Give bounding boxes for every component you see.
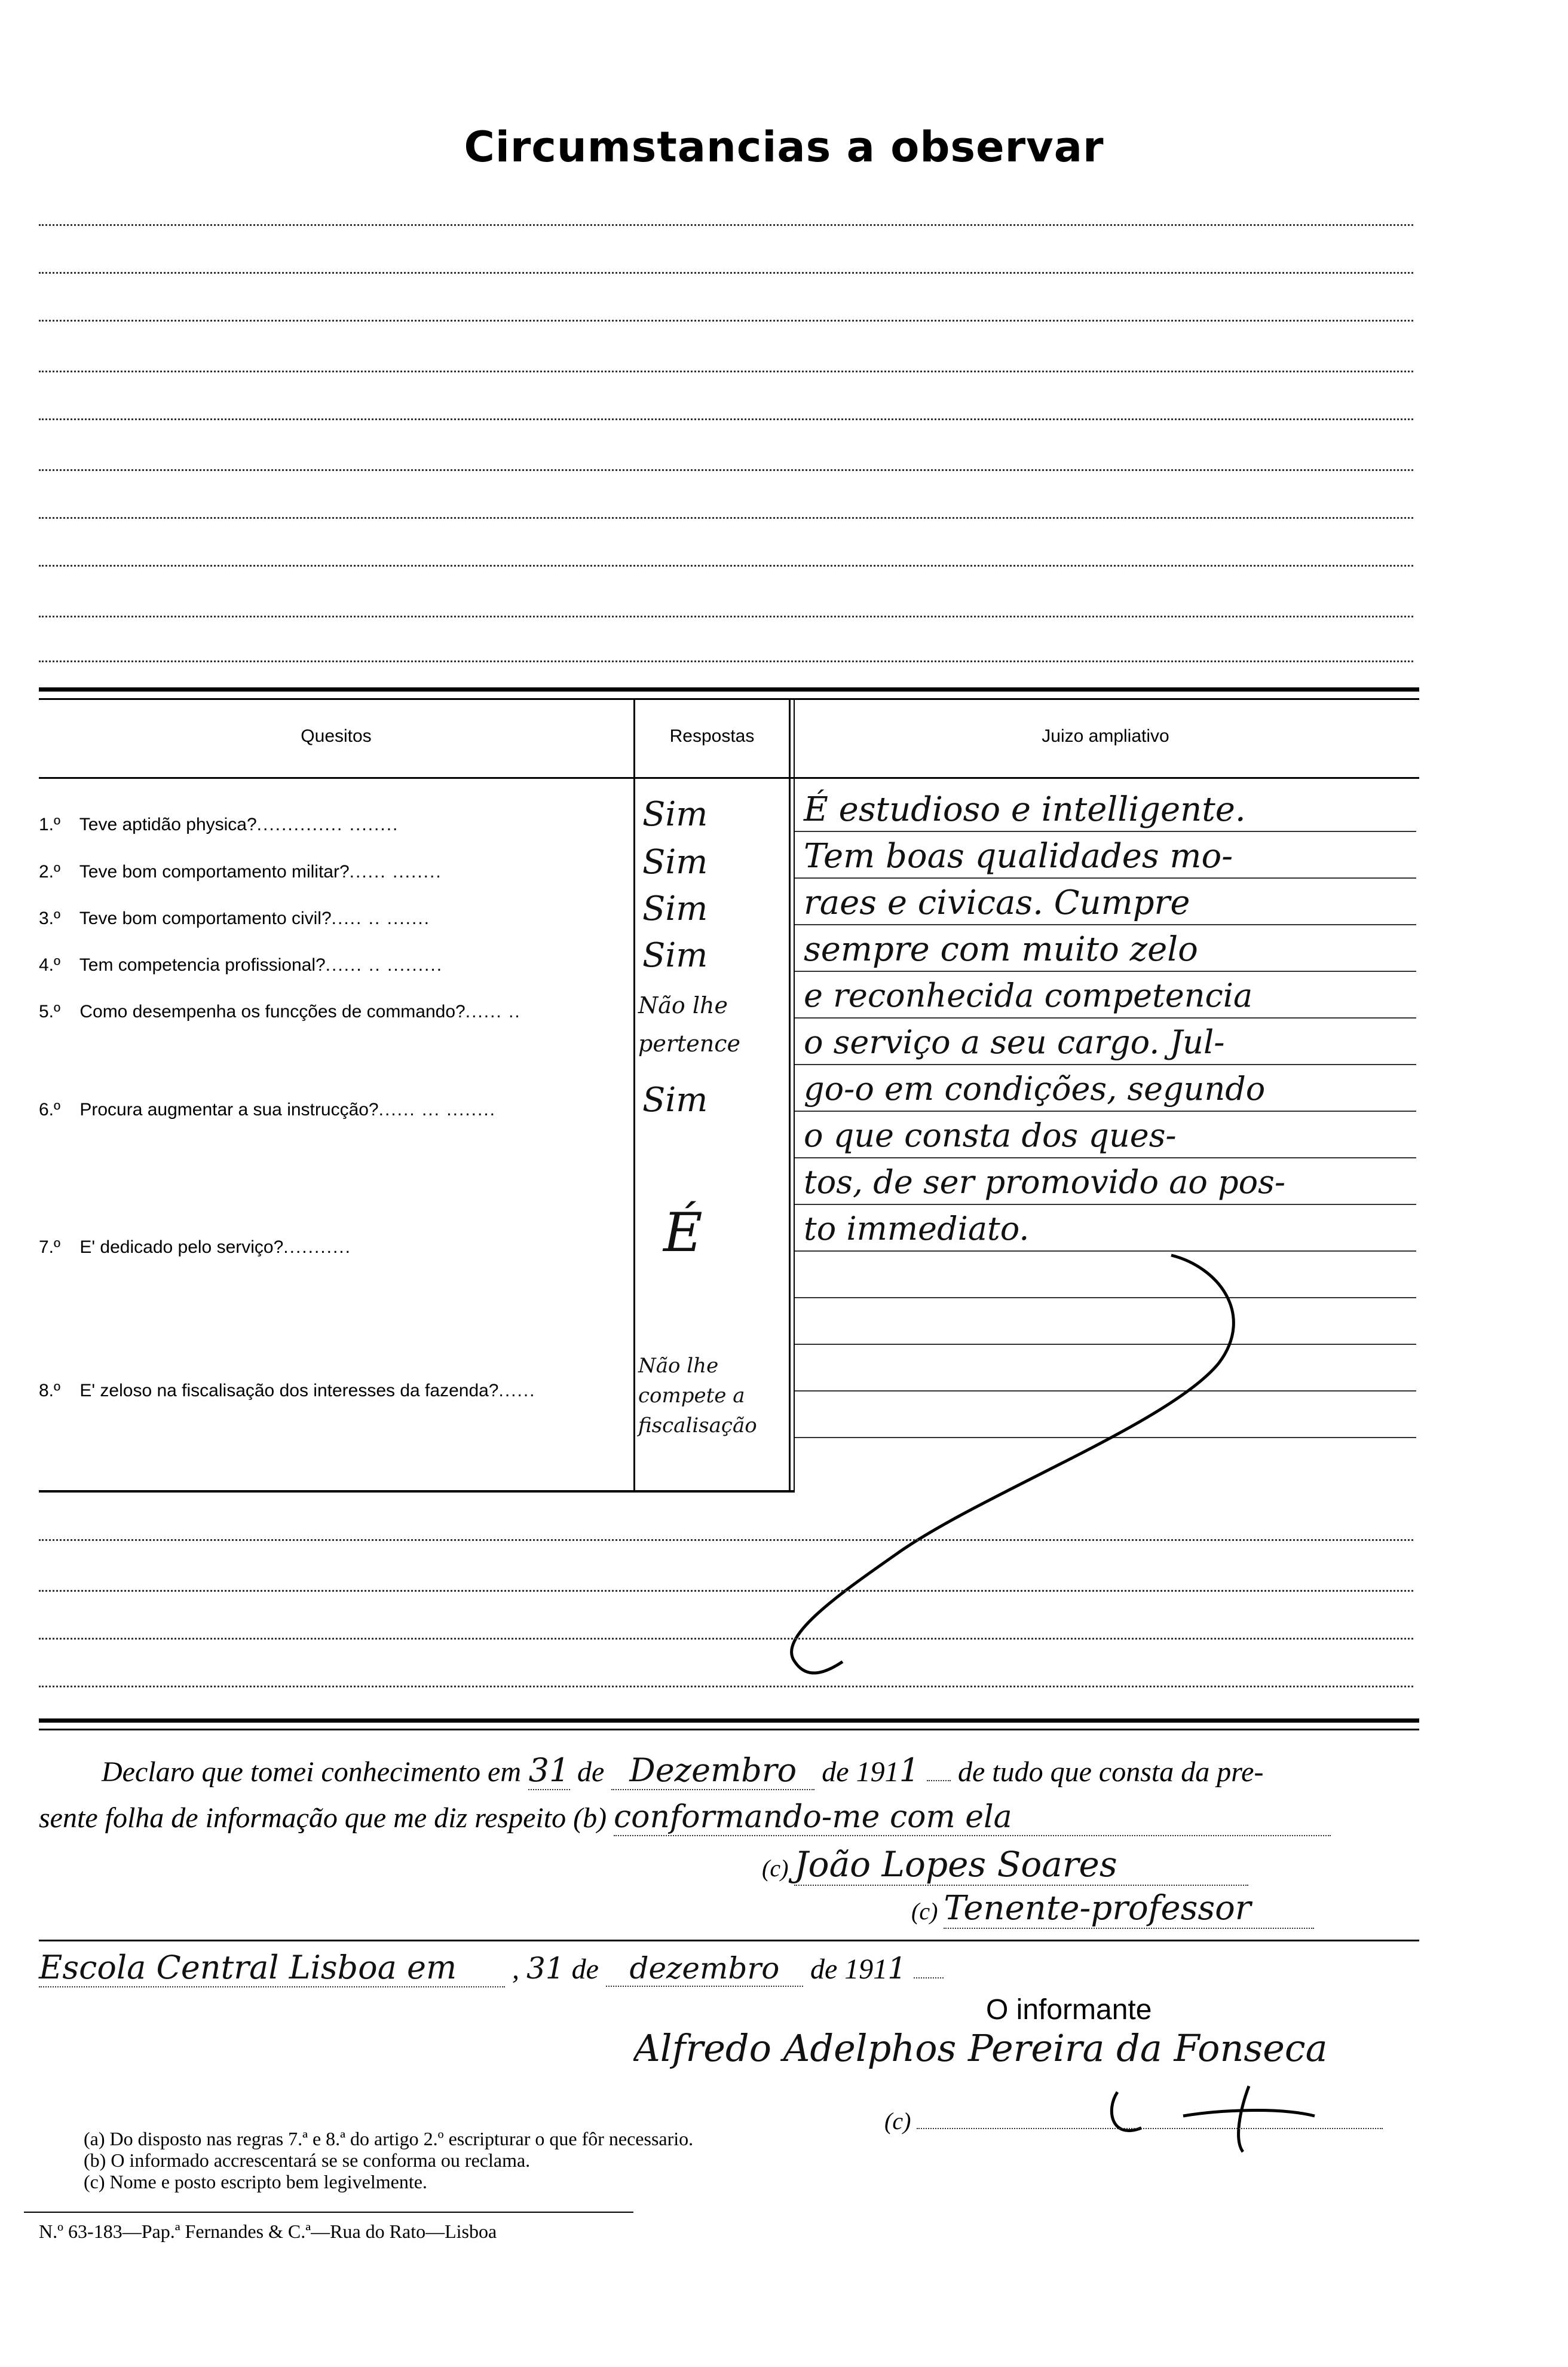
closing-month: dezembro: [606, 1951, 803, 1987]
closing-flourish: [741, 1243, 1279, 1698]
informed-rank-row: (c) Tenente-professor: [911, 1889, 1314, 1929]
judgement-line: Tem boas qualidades mo-: [804, 837, 1233, 876]
question-7: 7.º E' dedicado pelo serviço?...........: [39, 1237, 351, 1257]
footnote-b: (b) O informado accrescentará se se conforma ou reclama.: [84, 2149, 531, 2171]
informed-signature-row: (c) João Lopes Soares: [762, 1844, 1248, 1886]
question-5: 5.º Como desempenha os funcções de commando?...... ..: [39, 1002, 521, 1022]
answer-2: Sim: [642, 843, 708, 882]
question-1: 1.º Teve aptidão physica?.............. ........: [39, 815, 399, 834]
question-6: 6.º Procura augmentar a sua instrucção?...... ... ........: [39, 1100, 496, 1120]
closing-place: Escola Central Lisboa em: [39, 1949, 505, 1987]
declaration-top-rule: [39, 1718, 1419, 1723]
answer-6: Sim: [642, 1081, 708, 1120]
footnote-c: (c) Nome e posto escripto bem legivelmente.: [84, 2171, 427, 2192]
header-judgement: Juizo ampliativo: [1042, 726, 1169, 746]
footnotes: [84, 2128, 693, 2192]
footer-rule: [24, 2212, 633, 2213]
printer-imprint: N.º 63-183—Pap.ª Fernandes & C.ª—Rua do Rato—Lisboa: [39, 2221, 497, 2242]
conformity-text: conformando-me com ela: [614, 1799, 1331, 1836]
judgement-line: tos, de ser promovido ao pos-: [804, 1163, 1286, 1201]
table-top-rule-thin: [39, 698, 1419, 700]
declaration-top-rule-thin: [39, 1729, 1419, 1730]
closing-day: 31: [526, 1951, 565, 1986]
declaration-day: 31: [528, 1751, 570, 1789]
judgement-line: o que consta dos ques-: [804, 1117, 1177, 1154]
header-answers: Respostas: [669, 726, 755, 746]
table-bottom-rule: [39, 1490, 795, 1493]
informant-ref-row: (c): [884, 2107, 1383, 2135]
answer-4: Sim: [642, 936, 708, 975]
judgement-line: sempre com muito zelo: [804, 930, 1198, 969]
question-2: 2.º Teve bom comportamento militar?...... ........: [39, 862, 442, 882]
closing-place-date: Escola Central Lisboa em , 31 de dezembro de 1911: [39, 1949, 944, 1987]
informed-signature: João Lopes Soares: [794, 1844, 1248, 1886]
informed-rank: Tenente-professor: [944, 1889, 1314, 1929]
declaration-line-1: Declaro que tomei conhecimento em 31 de Dezembro de 1911 de tudo que consta da pre-: [102, 1751, 1264, 1789]
judgement-line: go-o em condições, segundo: [804, 1070, 1266, 1108]
informant-signature: Alfredo Adelphos Pereira da Fonseca: [633, 2026, 1328, 2070]
question-3: 3.º Teve bom comportamento civil?..... .. .......: [39, 909, 431, 928]
judgement-line: É estudioso e intelligente.: [804, 790, 1246, 829]
judgement-line: raes e civicas. Cumpre: [804, 883, 1190, 922]
question-4: 4.º Tem competencia profissional?...... .. .........: [39, 955, 443, 975]
judgement-line: to immediato.: [804, 1210, 1030, 1247]
judgement-line: e reconhecida competencia: [804, 977, 1253, 1014]
header-rule: [39, 777, 1419, 779]
footnote-a: (a) Do disposto nas regras 7.ª e 8.ª do artigo 2.º escripturar o que fôr necessario.: [84, 2128, 694, 2149]
answer-5: Não lhe pertence: [638, 992, 740, 1057]
closing-top-rule: [39, 1940, 1419, 1941]
answer-8: Não lhe compete a fiscalisação: [638, 1354, 757, 1438]
page-title: Circumstancias a observar: [464, 123, 1104, 172]
question-8: 8.º E' zeloso na fiscalisação dos interesses da fazenda?......: [39, 1381, 536, 1400]
declaration-line-2: sente folha de informação que me diz respeito (b) conformando-me com ela: [39, 1799, 1331, 1836]
table-top-rule: [39, 687, 1419, 692]
judgement-line: o serviço a seu cargo. Jul-: [804, 1023, 1225, 1061]
header-questions: Quesitos: [301, 726, 372, 746]
column-divider-1: [633, 698, 635, 1490]
answer-7: É: [663, 1201, 703, 1264]
answer-3: Sim: [642, 889, 708, 928]
answer-1: Sim: [642, 795, 708, 834]
declaration-month: Dezembro: [611, 1751, 814, 1790]
informant-label: O informante: [986, 1994, 1152, 2026]
